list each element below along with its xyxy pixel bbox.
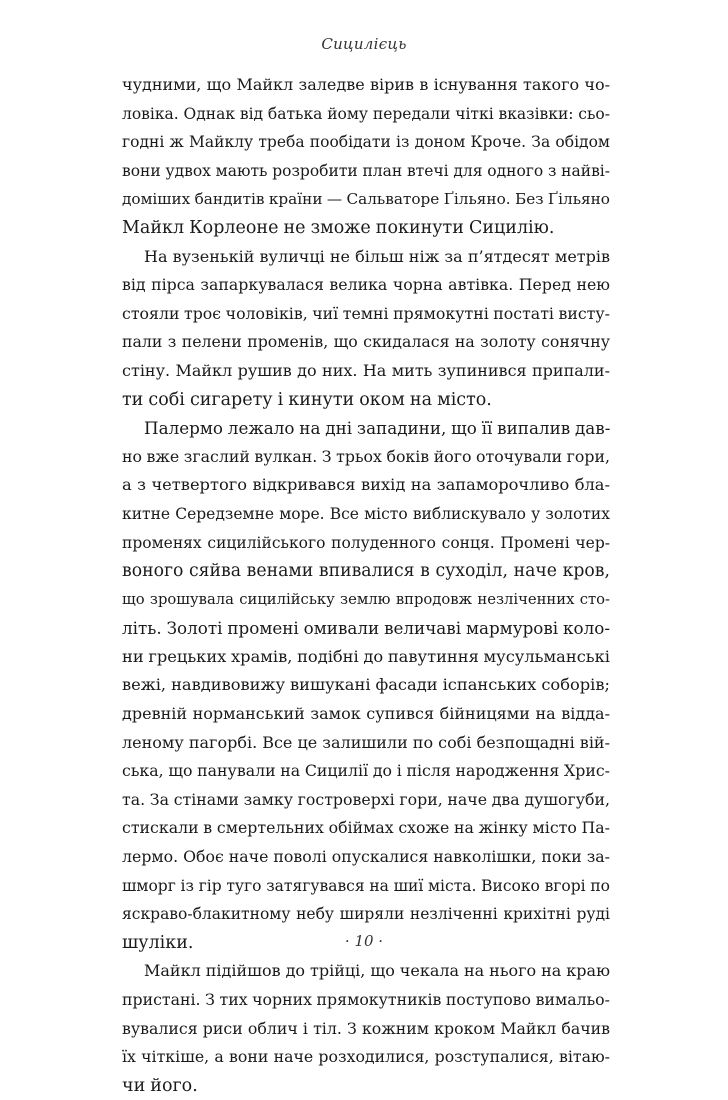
text-line: леному пагорбі. Все це залишили по собі безпощадні вій-: [122, 732, 610, 752]
text-line: ти собі сигарету і кинути оком на місто.: [122, 389, 492, 410]
text-line: вони удвох мають розробити план втечі для одного з найві-: [122, 161, 610, 180]
text-line: Майкл підійшов до трійці, що чекала на нього на краю: [144, 961, 610, 981]
text-line: та. За стінами замку гостроверхі гори, наче два душогуби,: [122, 789, 610, 809]
text-line: стояли троє чоловіків, чиї темні прямокутні постаті висту-: [122, 303, 610, 323]
text-line: а з четвертого відкривався вихід на запаморочливо бла-: [122, 475, 610, 495]
text-line: променях сицилійського полуденного сонця. Промені чер-: [122, 533, 610, 552]
text-line: шуліки.: [122, 932, 194, 953]
text-line: вежі, навдивовижу вишукані фасади іспанських соборів;: [122, 675, 610, 695]
text-line: чудними, що Майкл заледве вірив в існування такого чо-: [122, 75, 610, 94]
text-line: доміших бандитів країни — Сальваторе Ґільяно. Без Ґільяно: [122, 190, 610, 209]
text-line: китне Середземне море. Все місто виблискувало у золотих: [122, 504, 610, 523]
text-line: Палермо лежало на дні западини, що її випалив дав-: [144, 418, 611, 439]
text-line: лермо. Обоє наче поволі опускалися навколішки, поки за-: [122, 847, 610, 867]
text-line: яскраво-блакитному небу ширяли незліченні крихітні руді: [122, 905, 610, 924]
text-line: На вузенькій вуличці не більш ніж за п’ятдесят метрів: [144, 246, 610, 266]
text-line: стіну. Майкл рушив до них. На мить зупинився припали-: [122, 360, 610, 380]
text-line: воного сяйва венами впивалися в суходіл, наче кров,: [122, 561, 610, 582]
text-line: ловіка. Однак від батька йому передали чіткі вказівки: сьо-: [122, 104, 610, 123]
running-head: Сицилієць: [321, 35, 407, 53]
text-line: пали з пелени променів, що скидалася на золоту сонячну: [122, 332, 610, 352]
text-line: що зрошувала сицилійську землю впродовж незліченних сто-: [122, 590, 610, 608]
text-line: ни грецьких храмів, подібні до павутиння мусульманські: [122, 646, 610, 666]
text-line: но вже згаслий вулкан. З трьох боків його оточували гори,: [122, 446, 610, 466]
text-line: годні ж Майклу треба пообідати із доном Кроче. За обідом: [122, 133, 610, 152]
text-line: чи його.: [122, 1075, 198, 1096]
text-line: від пірса запаркувалася велика чорна автівка. Перед нею: [122, 275, 610, 295]
text-line: древній норманський замок супився бійницями на відда-: [122, 704, 610, 724]
text-line: літь. Золоті промені омивали величаві мармурові коло-: [122, 618, 610, 639]
text-line: їх чіткіше, а вони наче розходилися, розступалися, вітаю-: [122, 1047, 610, 1067]
text-line: Майкл Корлеоне не зможе покинути Сицилію.: [122, 217, 555, 238]
page-number: · 10 ·: [344, 932, 384, 950]
text-line: шморг із гір туго затягувався на шиї міста. Високо вгорі по: [122, 876, 610, 895]
text-line: ська, що панували на Сицилії до і після народження Хрис-: [122, 761, 610, 781]
text-line: стискали в смертельних обіймах схоже на жінку місто Па-: [122, 818, 610, 838]
text-line: пристані. З тих чорних прямокутників поступово вимальо-: [122, 990, 610, 1009]
text-line: вувалися риси облич і тіл. З кожним кроком Майкл бачив: [122, 1018, 610, 1038]
